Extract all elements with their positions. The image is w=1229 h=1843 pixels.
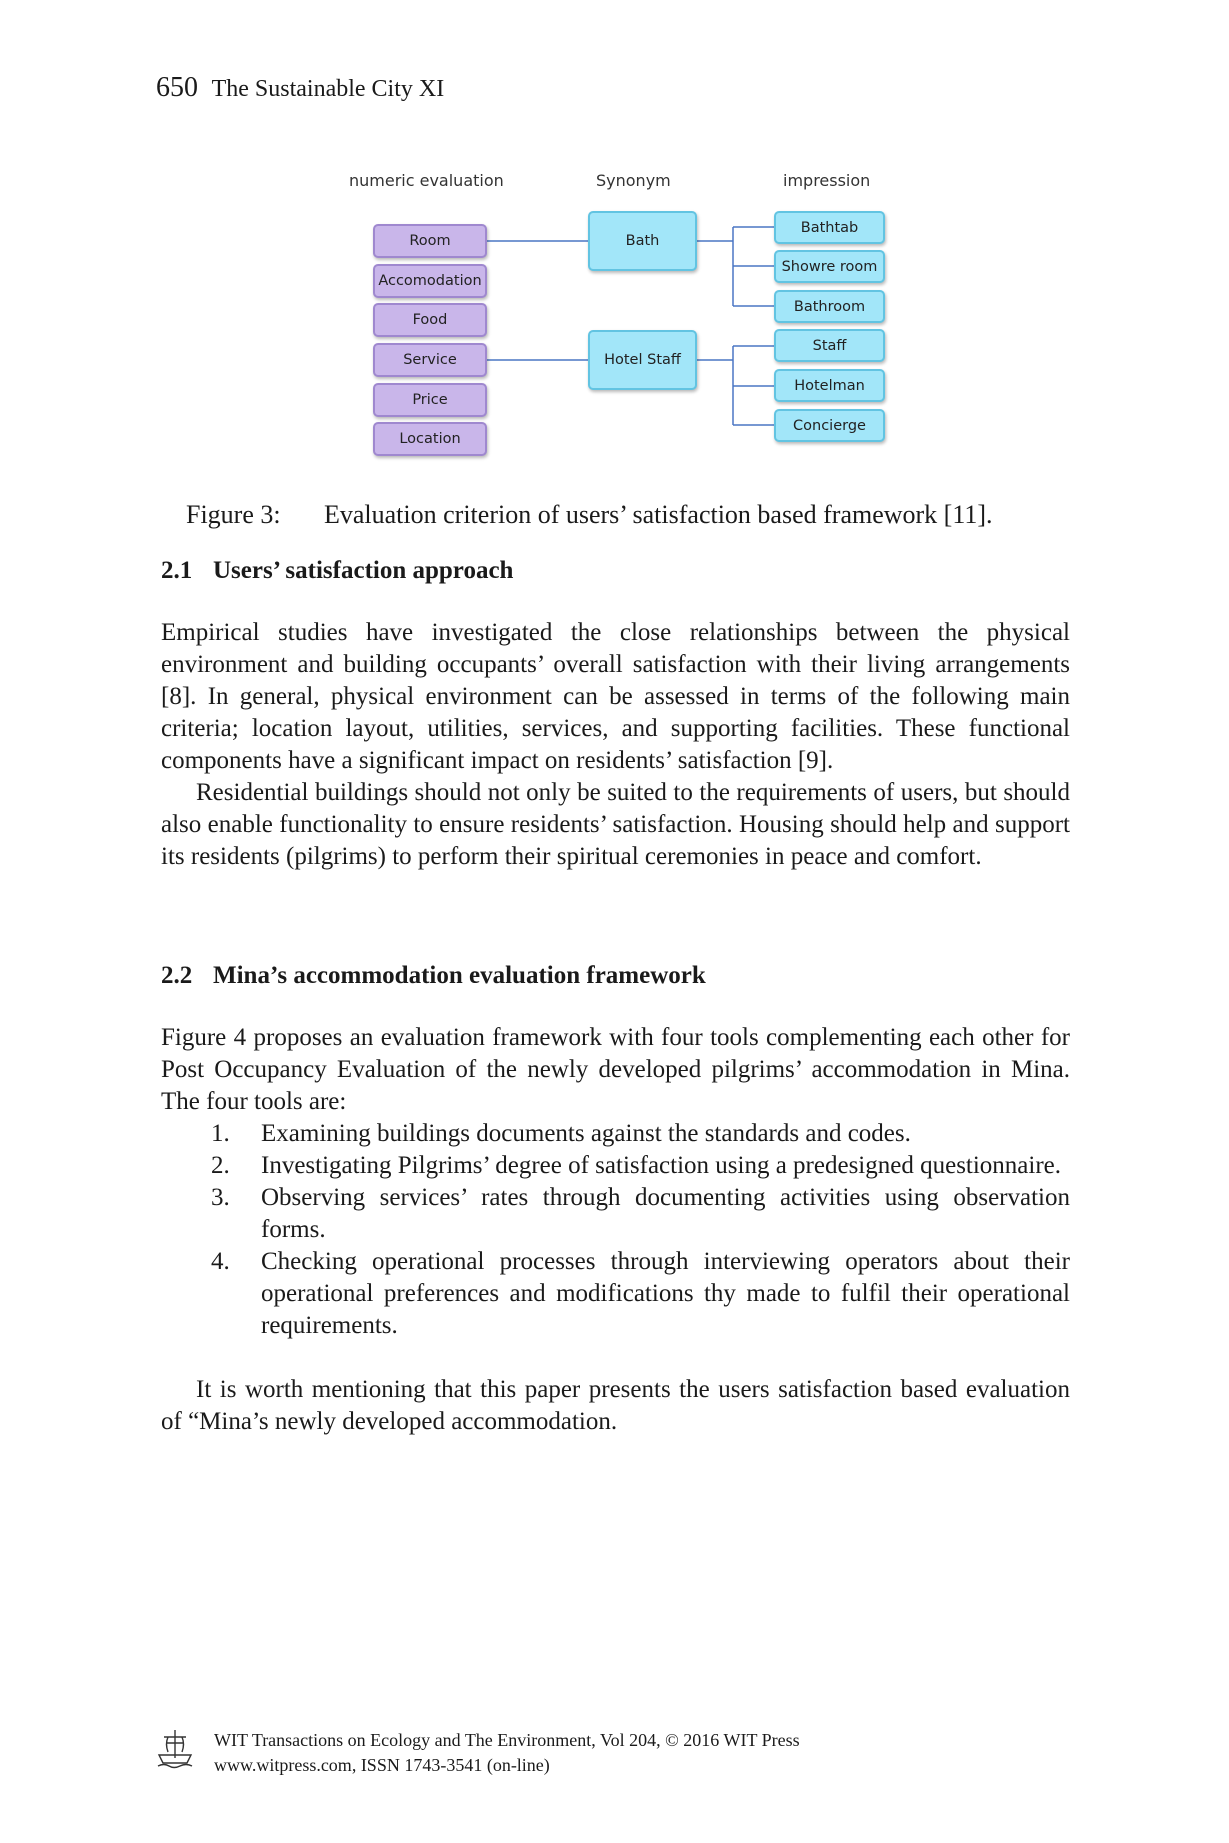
box-bath: Bath — [588, 211, 697, 271]
box-bathtab: Bathtab — [774, 211, 885, 244]
page-number: 650 — [156, 72, 198, 103]
list-item — [161, 1150, 1070, 1182]
box-food: Food — [373, 303, 487, 337]
list-text: Observing services’ rates through documenting activities using observation forms. — [261, 1184, 1070, 1243]
section-heading-2-2 — [161, 962, 706, 990]
footer — [214, 1728, 800, 1778]
wit-press-logo-icon — [156, 1728, 194, 1770]
header-impression: impression — [783, 171, 871, 190]
header-numeric-evaluation: numeric evaluation — [349, 171, 504, 190]
box-showre-room: Showre room — [774, 250, 885, 283]
box-price: Price — [373, 383, 487, 417]
list-item — [161, 1118, 1070, 1150]
section-2-2-closing — [161, 1374, 1070, 1438]
box-location: Location — [373, 422, 487, 456]
figure-caption-text: Evaluation criterion of users’ satisfaction based framework [11]. — [324, 500, 993, 529]
box-bathroom: Bathroom — [774, 290, 885, 323]
list-text: Examining buildings documents against the standards and codes. — [261, 1120, 911, 1147]
box-concierge: Concierge — [774, 409, 885, 442]
paragraph: Empirical studies have investigated the close relationships between the physical environment and building occupants’ overall satisfaction with their living arrangements [8]. In general, physical environment can be assessed in terms of the following main criteria; location layout, utilities, services, and supporting facilities. These functional components have a significant impact on residents’ satisfaction [9]. — [161, 619, 1070, 774]
box-room: Room — [373, 224, 487, 258]
header-synonym: Synonym — [596, 171, 671, 190]
box-accomodation: Accomodation — [373, 264, 487, 298]
figure-3-diagram — [340, 160, 900, 490]
list-number: 3. — [211, 1184, 230, 1211]
list-number: 1. — [211, 1120, 230, 1147]
paragraph: It is worth mentioning that this paper presents the users satisfaction based evaluation of “Mina’s newly developed accommodation. — [161, 1376, 1070, 1435]
list-item — [161, 1246, 1070, 1342]
list-number: 2. — [211, 1152, 230, 1179]
list-number: 4. — [211, 1248, 230, 1275]
section-number: 2.2 — [161, 962, 193, 989]
section-number: 2.1 — [161, 557, 193, 584]
box-hotel-staff: Hotel Staff — [588, 330, 697, 390]
box-service: Service — [373, 343, 487, 377]
running-header — [156, 72, 444, 104]
paragraph: Figure 4 proposes an evaluation framework with four tools complementing each other for Post Occupancy Evaluation of the newly developed pilgrims’ accommodation in Mina. The four tools are: — [161, 1024, 1070, 1115]
box-hotelman: Hotelman — [774, 369, 885, 402]
figure-label: Figure 3: — [186, 500, 281, 529]
footer-copyright: WIT Transactions on Ecology and The Environment, Vol 204, © 2016 WIT Press — [214, 1730, 800, 1750]
list-text: Investigating Pilgrims’ degree of satisfaction using a predesigned questionnaire. — [261, 1152, 1062, 1179]
list-text: Checking operational processes through interviewing operators about their operational preferences and modifications thy made to fulfil their operational requirements. — [261, 1248, 1070, 1339]
journal-title: The Sustainable City XI — [211, 76, 445, 102]
paragraph: Residential buildings should not only be suited to the requirements of users, but should also enable functionality to ensure residents’ satisfaction. Housing should help and support its residents (pilgrims) to perform their spiritual ceremonies in peace and comfort. — [161, 779, 1070, 870]
footer-website: www.witpress.com, ISSN 1743-3541 (on-line) — [214, 1755, 550, 1775]
section-title: Users’ satisfaction approach — [213, 557, 514, 584]
figure-caption — [186, 500, 993, 530]
section-2-2-intro — [161, 1022, 1070, 1118]
tools-list — [161, 1118, 1070, 1342]
section-2-1-body — [161, 617, 1070, 873]
box-staff: Staff — [774, 329, 885, 362]
list-item — [161, 1182, 1070, 1246]
section-title: Mina’s accommodation evaluation framework — [213, 962, 706, 989]
section-heading-2-1 — [161, 557, 513, 585]
